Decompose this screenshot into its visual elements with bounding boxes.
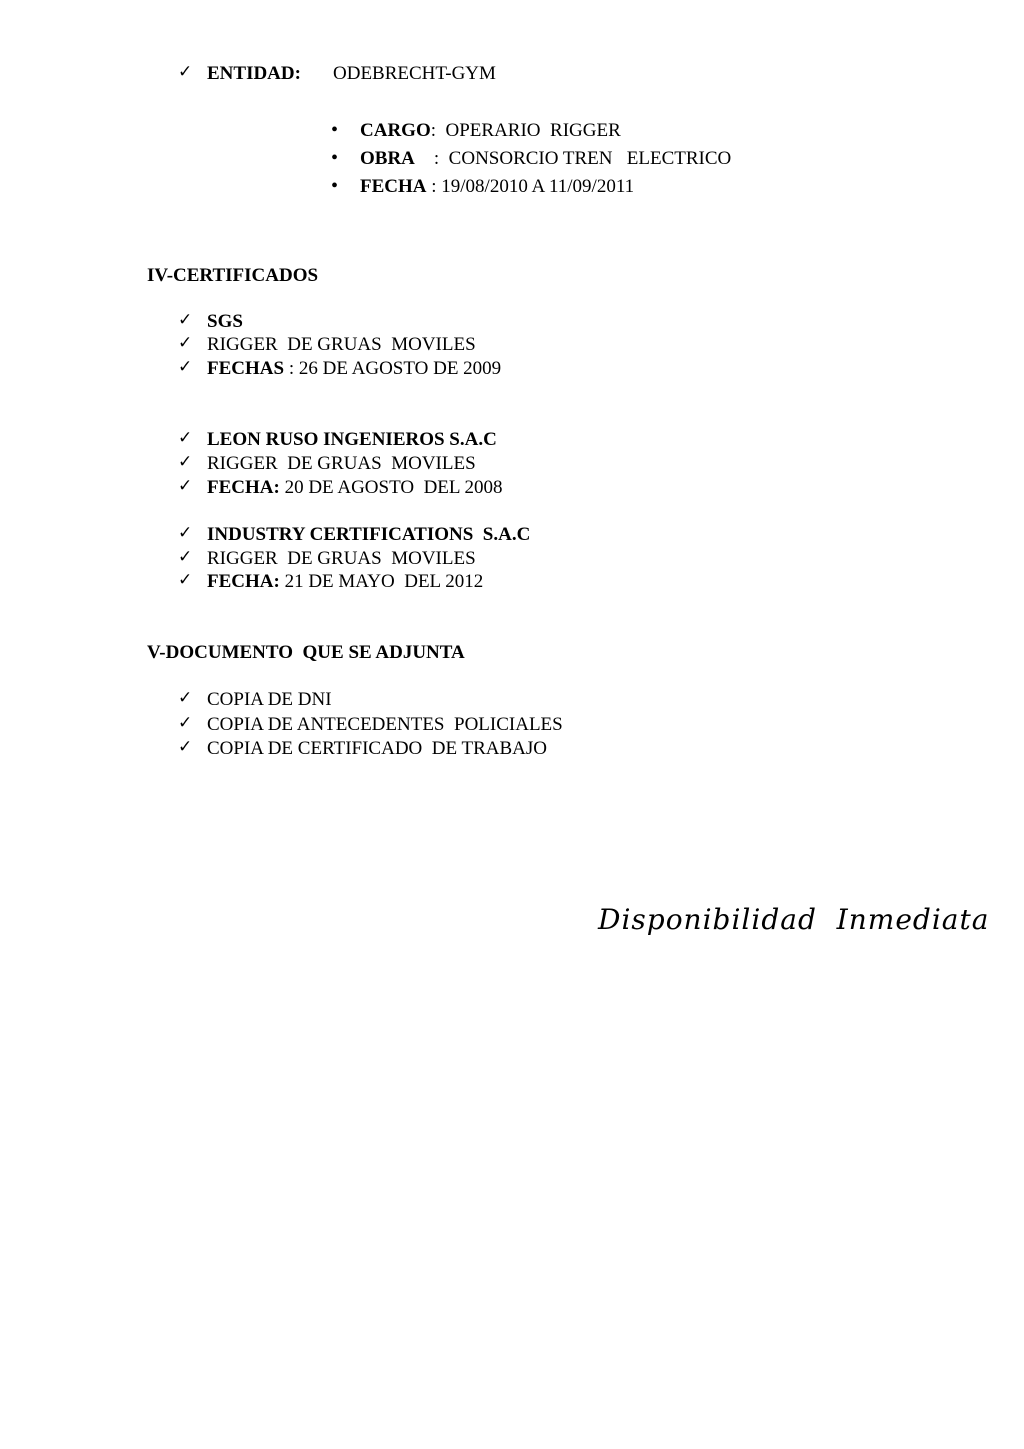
documentos-title: V-DOCUMENTO QUE SE ADJUNTA: [147, 642, 465, 663]
bullet-icon: •: [331, 175, 339, 197]
obra-line: OBRA : CONSORCIO TREN ELECTRICO: [360, 148, 732, 169]
checkmark-icon: ✓: [178, 357, 193, 377]
checkmark-icon: ✓: [178, 428, 193, 448]
cargo-line: CARGO: OPERARIO RIGGER: [360, 120, 621, 141]
cert-course: RIGGER DE GRUAS MOVILES: [207, 453, 476, 474]
entidad-value: ODEBRECHT-GYM: [333, 63, 496, 84]
cert-date: FECHA: 20 DE AGOSTO DEL 2008: [207, 477, 503, 498]
documento-item: COPIA DE ANTECEDENTES POLICIALES: [207, 714, 563, 735]
cert-name: LEON RUSO INGENIEROS S.A.C: [207, 429, 497, 450]
cert-course: RIGGER DE GRUAS MOVILES: [207, 334, 476, 355]
bullet-icon: •: [331, 147, 339, 169]
fecha-line: FECHA : 19/08/2010 A 11/09/2011: [360, 176, 635, 197]
checkmark-icon: ✓: [178, 688, 193, 708]
documento-item: COPIA DE DNI: [207, 689, 332, 710]
cert-course: RIGGER DE GRUAS MOVILES: [207, 548, 476, 569]
checkmark-icon: ✓: [178, 310, 193, 330]
cert-date: FECHAS : 26 DE AGOSTO DE 2009: [207, 358, 502, 379]
checkmark-icon: ✓: [178, 452, 193, 472]
checkmark-icon: ✓: [178, 570, 193, 590]
cert-name: INDUSTRY CERTIFICATIONS S.A.C: [207, 524, 531, 545]
checkmark-icon: ✓: [178, 333, 193, 353]
checkmark-icon: ✓: [178, 737, 193, 757]
documento-item: COPIA DE CERTIFICADO DE TRABAJO: [207, 738, 548, 759]
checkmark-icon: ✓: [178, 476, 193, 496]
disponibilidad-text: Disponibilidad Inmediata: [598, 903, 990, 936]
checkmark-icon: ✓: [178, 523, 193, 543]
checkmark-icon: ✓: [178, 713, 193, 733]
checkmark-icon: ✓: [178, 62, 193, 82]
cert-name: SGS: [207, 311, 243, 332]
bullet-icon: •: [331, 119, 339, 141]
certificados-title: IV-CERTIFICADOS: [147, 265, 319, 286]
entidad-label: ENTIDAD:: [207, 63, 301, 84]
cert-date: FECHA: 21 DE MAYO DEL 2012: [207, 571, 484, 592]
checkmark-icon: ✓: [178, 547, 193, 567]
